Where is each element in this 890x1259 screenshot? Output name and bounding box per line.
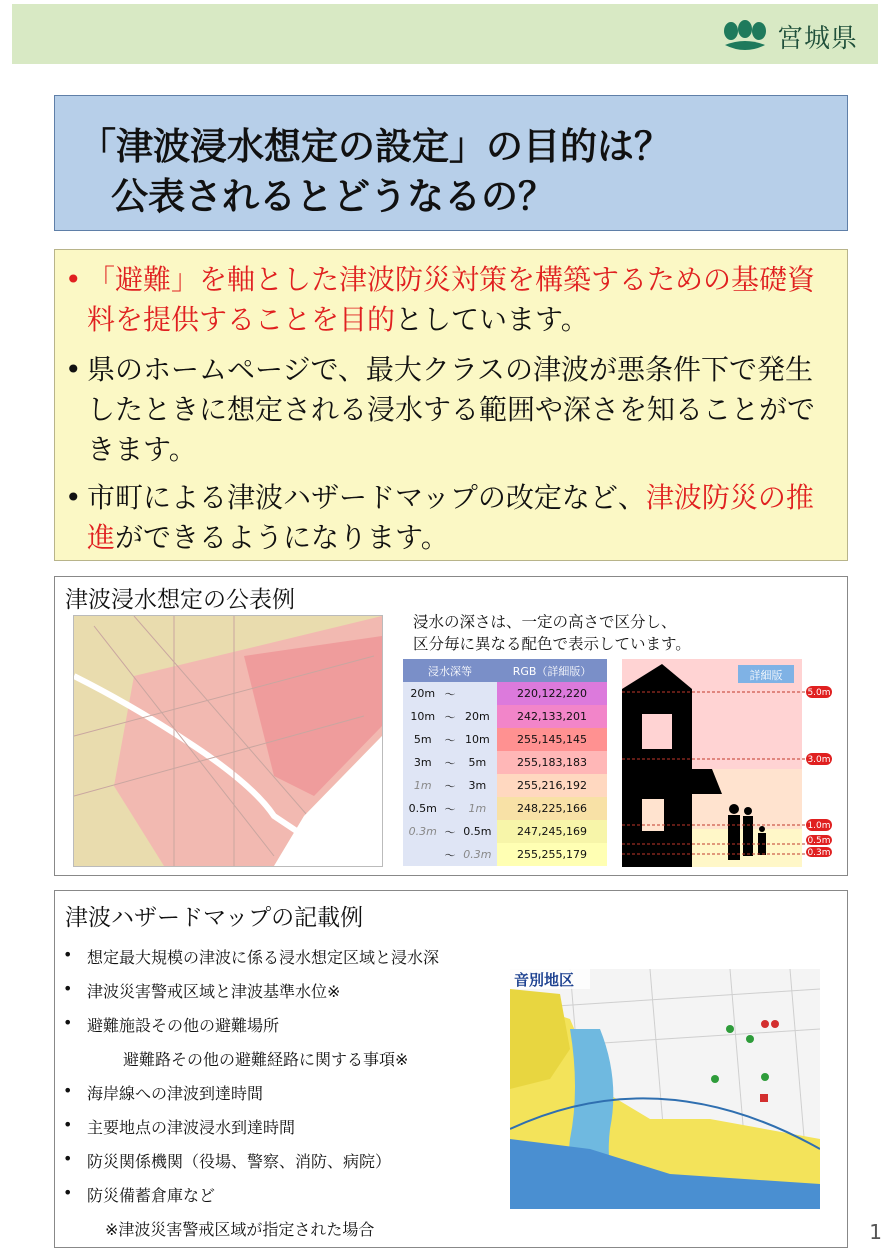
prefecture-name: 宮城県 xyxy=(776,24,858,54)
point-text: 市町による津波ハザードマップの改定など、津波防災の推進ができるようになります。 xyxy=(87,481,814,554)
legend-row: 10m ～ 20m 242,133,201 xyxy=(403,705,607,728)
hazard-list-item: • 津波災害警戒区域と津波基準水位※ xyxy=(63,979,341,1001)
inundation-example-box xyxy=(54,576,848,876)
section-heading: 津波浸水想定の公表例 xyxy=(65,587,295,613)
legend-col-depth: 浸水深等 xyxy=(403,659,497,682)
legend-row: 5m ～ 10m 255,145,145 xyxy=(403,728,607,751)
depth-marker: 0.5m xyxy=(807,836,831,846)
miyagi-emblem-icon xyxy=(721,19,769,55)
point-2 xyxy=(65,350,840,470)
depth-marker: 5.0m xyxy=(807,688,831,698)
hazard-list-item: • 想定最大規模の津波に係る浸水想定区域と浸水深 xyxy=(63,945,440,967)
depth-description: 浸水の深さは、一定の高さで区分し、 区分毎に異なる配色で表示しています。 xyxy=(413,613,691,653)
hazard-list-item: • 防災関係機関（役場、警察、消防、病院） xyxy=(63,1149,392,1171)
hazard-map-example-box xyxy=(54,890,848,1248)
point-text: 県のホームページで、最大クラスの津波が悪条件下で発生したときに想定される浸水する範囲や深さを知ることができます。 xyxy=(87,353,816,466)
inundation-map-image xyxy=(73,615,383,867)
legend-col-rgb: RGB（詳細版） xyxy=(497,659,607,682)
legend-row: 3m ～ 5m 255,183,183 xyxy=(403,751,607,774)
section-heading: 津波ハザードマップの記載例 xyxy=(65,905,364,931)
header-bar xyxy=(12,4,878,64)
legend-row: 1m ～ 3m 255,216,192 xyxy=(403,774,607,797)
hazard-map-image xyxy=(510,969,820,1209)
bullet: • xyxy=(65,481,82,514)
prefecture-logo xyxy=(721,18,858,55)
page-number: 1 xyxy=(869,1220,882,1244)
legend-row: ～ 0.3m 255,255,179 xyxy=(403,843,607,866)
hazard-list-item: • 防災備蓄倉庫など xyxy=(63,1183,216,1205)
title-line-1: 「津波浸水想定の設定」の目的は？ xyxy=(79,125,671,168)
key-points-box xyxy=(54,249,848,561)
title-box xyxy=(54,95,848,231)
hazard-list-item: • 主要地点の津波浸水到達時間 xyxy=(63,1115,296,1137)
hazard-list-item: • 海岸線への津波到達時間 xyxy=(63,1081,264,1103)
title-line-2: 公表されるとどうなるの？ xyxy=(111,175,555,218)
hazard-list-item: • 避難施設その他の避難場所 xyxy=(63,1013,280,1035)
legend-row: 20m ～ 220,122,220 xyxy=(403,682,607,705)
depth-illustration xyxy=(622,659,832,867)
bullet: • xyxy=(65,353,82,386)
bullet: • xyxy=(65,263,82,296)
detail-label: 詳細版 xyxy=(749,669,783,682)
legend-row: 0.3m ～ 0.5m 247,245,169 xyxy=(403,820,607,843)
map-title: 音別地区 xyxy=(514,971,575,989)
hazard-list-item: ※津波災害警戒区域が指定された場合 xyxy=(105,1220,375,1239)
depth-marker: 1.0m xyxy=(807,821,831,831)
depth-legend-table xyxy=(403,659,607,866)
depth-marker: 3.0m xyxy=(807,755,831,765)
depth-marker: 0.3m xyxy=(807,848,831,858)
point-3 xyxy=(65,478,840,558)
point-text: 「避難」を軸とした津波防災対策を構築するための基礎資料を提供することを目的としています。 xyxy=(87,263,816,336)
hazard-list-item: 避難路その他の避難経路に関する事項※ xyxy=(123,1050,409,1069)
point-1 xyxy=(65,260,840,340)
legend-row: 0.5m ～ 1m 248,225,166 xyxy=(403,797,607,820)
